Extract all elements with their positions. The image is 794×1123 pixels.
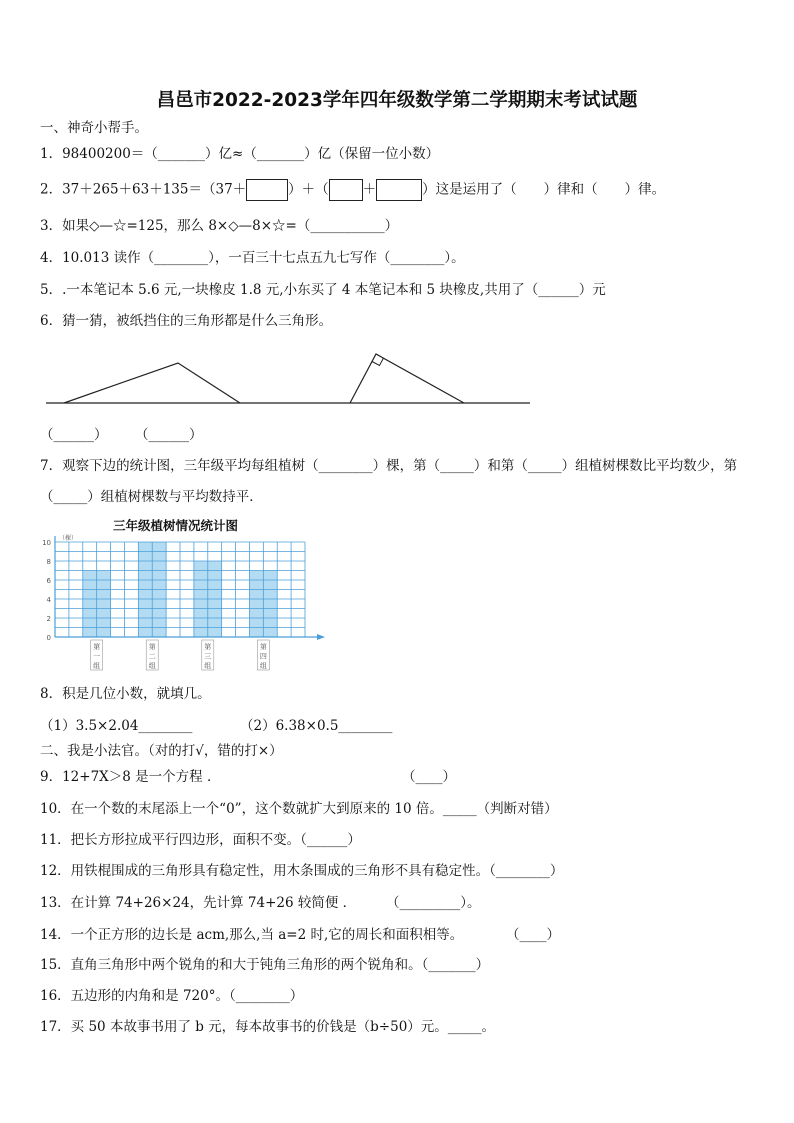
y-tick-label: 8 [46,558,51,566]
question-2-part-d: ）这是运用了（ ）律和（ ）律。 [422,181,666,198]
question-2-part-a: 2．37＋265＋63＋135＝（37＋ [40,181,247,198]
question-11: 11．把长方形拉成平行四边形，面积不变。（______） [40,832,361,848]
question-13: 13．在计算 74+26×24，先计算 74+26 较简便 ． [40,895,357,911]
question-10: 10．在一个数的末尾添上一个“0”，这个数就扩大到原来的 10 倍。_____（判断对错） [40,801,558,817]
question-14: 14．一个正方形的边长是 acm,那么,当 a=2 时,它的周长和面积相等。 [40,927,464,943]
question-13-answer: （_________）。 [386,895,481,911]
question-2-part-c: ＋ [362,181,377,198]
question-6: 6．猜一猜，被纸挡住的三角形都是什么三角形。 [40,313,333,329]
triangles-figure [0,340,794,420]
question-8: 8．积是几位小数，就填几。 [40,686,211,702]
x-tick-label-1: 第一组 [93,643,101,670]
y-tick-label: 4 [46,596,51,604]
x-tick-label-2: 第二组 [148,643,156,670]
y-tick-label: 10 [42,539,51,547]
triangle-1 [64,363,240,403]
question-4: 4．10.013 读作（________），一百三十七点五九七写作（________）。 [40,250,465,266]
answer-box-1[interactable] [246,179,288,201]
question-3: 3．如果◇—☆=125，那么 8×◇—8×☆=（___________） [40,218,399,234]
question-2 [40,179,665,201]
question-7-line-2: （_____）组植树棵数与平均数持平． [40,489,263,505]
question-15: 15．直角三角形中两个锐角的和大于钝角三角形的两个锐角和。（_______） [40,957,490,973]
chart-title: 三年级植树情况统计图 [113,518,239,533]
question-5: 5．.一本笔记本 5.6 元,一块橡皮 1.8 元,小东买了 4 本笔记本和 5 块橡皮,共用了（______）元 [40,282,606,298]
question-8-item-1: （1）3.5×2.04________ [40,718,193,734]
question-9: 9．12+7X＞8 是一个方程 ． [40,769,221,785]
section-1-heading: 一、神奇小帮手。 [40,120,148,136]
question-16: 16．五边形的内角和是 720°。（________） [40,988,304,1004]
y-tick-label: 6 [46,577,51,585]
question-14-answer: （____） [506,927,560,943]
question-17: 17．买 50 本故事书用了 b 元，每本故事书的价钱是（b÷50）元。_____。 [40,1019,496,1035]
y-tick-label: 2 [46,615,51,623]
y-axis-unit-label: （棵） [59,535,78,542]
triangle-2 [350,354,464,403]
section-2-heading: 二、我是小法官。（对的打√，错的打×） [40,743,283,759]
question-9-answer: （____） [402,769,456,785]
answer-box-2[interactable] [329,179,363,201]
question-8-item-2: （2）6.38×0.5________ [240,718,393,734]
question-2-part-b: ）＋（ [288,181,329,198]
question-7-line-1: 7．观察下边的统计图，三年级平均每组植树（________）棵，第（_____）和第（_____）组植树棵数比平均数少，第 [40,458,738,474]
answer-box-3[interactable] [376,179,422,201]
y-tick-label: 0 [46,634,51,642]
question-1: 1．98400200＝（_______）亿≈（_______）亿（保留一位小数） [40,146,440,162]
bar-chart [35,530,335,676]
x-tick-label-3: 第三组 [204,643,212,670]
page-title: 昌邑市2022-2023学年四年级数学第二学期期末考试试题 [156,90,638,111]
x-axis-arrow [317,634,325,640]
x-tick-label-4: 第四组 [259,643,267,670]
question-6-answer-2: （______） [135,427,203,443]
question-6-answer-1: （______） [40,427,108,443]
question-12: 12．用铁棍围成的三角形具有稳定性，用木条围成的三角形不具有稳定性。（________） [40,863,564,879]
